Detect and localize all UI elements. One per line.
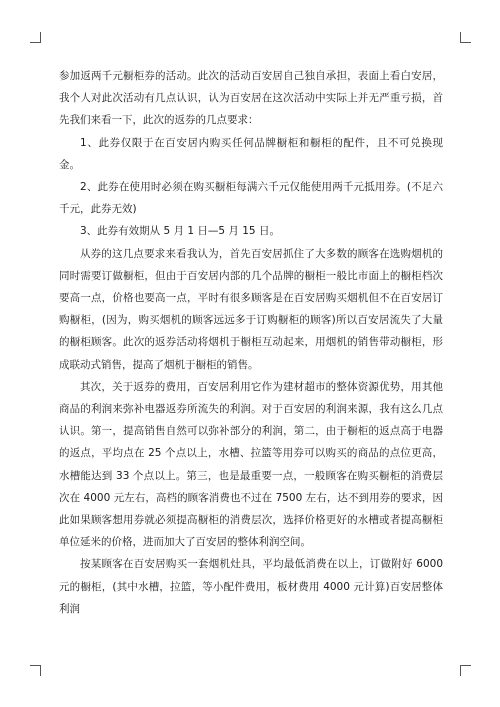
paragraph-example: 按某顾客在百安居购买一套烟机灶具，平均最低消费在以上，订做附好 6000 元的橱柜，(其中水槽，拉篮，等小配件费用，板材费用 4000 元计算)百安居整体利润 xyxy=(59,558,443,615)
paragraph-rule-2: 2、此券在使用时必须在购买橱柜每满六千元仅能使用两千元抵用券。(不足六千元，此券无效) xyxy=(59,181,443,216)
crop-mark-bottom-left xyxy=(30,665,41,676)
crop-mark-top-right xyxy=(460,32,471,43)
paragraph-cost: 其次，关于返券的费用，百安居利用它作为建材超市的整体资源优势，用其他商品的利润来弥补电器返券所流失的利润。对于百安居的利润来源，我有这么几点认识。第一，提高销售自然可以弥补部分的利润，第二，由于橱柜的返点高于电器的返点，平均点在 25 个点以上，水槽、拉篮等用券可以购买的商品的点位更高，水槽能达到 33 个点以上。第三，也是最重要一点，一般顾客在购买橱柜的消费层次在 4000 元左右，高档的顾客消费也不过在 7500 左右，达不到用券的要求，因此如果顾客想用券就必须提高橱柜的消费层次，选择价格更好的水槽或者提高橱柜单位延米的价格，进而加大了百安居的整体利润空间。 xyxy=(59,380,443,549)
crop-mark-top-left xyxy=(30,32,41,43)
document-body xyxy=(59,65,443,620)
paragraph-intro: 参加返两千元橱柜券的活动。此次的活动百安居自己独自承担，表面上看白安居，我个人对此次活动有几点认识，认为百安居在这次活动中实际上并无严重亏损，首先我们来看一下，此次的返券的几点要求： xyxy=(59,70,443,127)
paragraph-rule-3: 3、此券有效期从 5 月 1 日—5 月 15 日。 xyxy=(80,225,280,238)
paragraph-rule-1: 1、此券仅限于在百安居内购买任何品牌橱柜和橱柜的配件，且不可兑换现金。 xyxy=(59,136,443,171)
crop-mark-bottom-right xyxy=(460,665,471,676)
paragraph-analysis: 从券的这几点要求来看我认为，首先百安居抓住了大多数的顾客在选购烟机的同时需要订做橱柜，但由于百安居内部的几个品牌的橱柜一般比市面上的橱柜档次要高一点，价格也要高一点，平时有很多顾客是在百安居购买烟机但不在百安居订购橱柜，(因为，购买烟机的顾客远远多于订购橱柜的顾客)所以百安居流失了大量的橱柜顾客。此次的返券活动将烟机于橱柜互动起来，用烟机的销售带动橱柜，形成联动式销售，提高了烟机于橱柜的销售。 xyxy=(59,247,443,371)
